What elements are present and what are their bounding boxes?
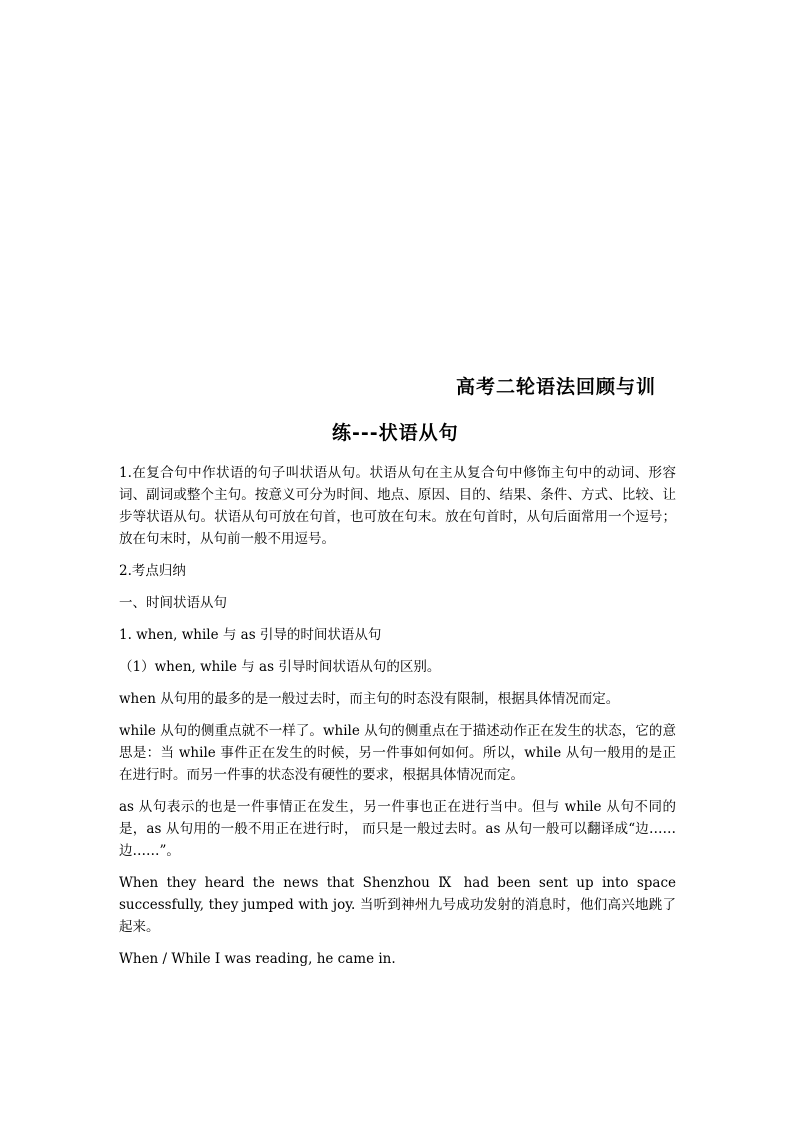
section-heading-key-points: 2.考点归纳	[119, 563, 186, 579]
when-description-paragraph: when 从句用的最多的是一般过去时，而主句的时态没有限制，根据具体情况而定。	[119, 691, 620, 707]
section-heading-time-clause: 一、时间状语从句	[119, 595, 227, 611]
subsection-heading-when-while-as: 1. when, while 与 as 引导的时间状语从句	[119, 627, 382, 643]
while-description-paragraph: while 从句的侧重点就不一样了。while 从句的侧重点在于描述动作正在发生的状态，它的意思是：当 while 事件正在发生的时候，另一件事如何如何。所以，while 从句一般用的是正在进行时。而另一件事的状态没有硬性的要求，根据具体情况而定。	[119, 723, 676, 783]
example-sentence-2: When / While I was reading, he came in.	[119, 951, 396, 967]
document-title-line-2: 练---状语从句	[332, 422, 459, 444]
subsection-heading-differences: （1）when, while 与 as 引导时间状语从句的区别。	[119, 659, 441, 675]
intro-paragraph: 1.在复合句中作状语的句子叫状语从句。状语从句在主从复合句中修饰主句中的动词、形容词、副词或整个主句。按意义可分为时间、地点、原因、目的、结果、条件、方式、比较、让步等状语从句。状语从句可放在句首，也可放在句末。放在句首时，从句后面常用一个逗号；放在句末时，从句前一般不用逗号。	[119, 465, 676, 547]
document-body	[119, 462, 676, 980]
as-description-paragraph: as 从句表示的也是一件事情正在发生，另一件事也正在进行当中。但与 while 从句不同的是，as 从句用的一般不用正在进行时， 而只是一般过去时。as 从句一般可以翻译成“边……边……”。	[119, 799, 676, 859]
example-sentence-1: When they heard the news that Shenzhou Ⅸ had been sent up into space successfully, they jumped with joy. 当听到神州九号成功发射的消息时，他们高兴地跳了起来。	[119, 875, 676, 935]
document-title-line-1: 高考二轮语法回顾与训	[456, 376, 657, 398]
